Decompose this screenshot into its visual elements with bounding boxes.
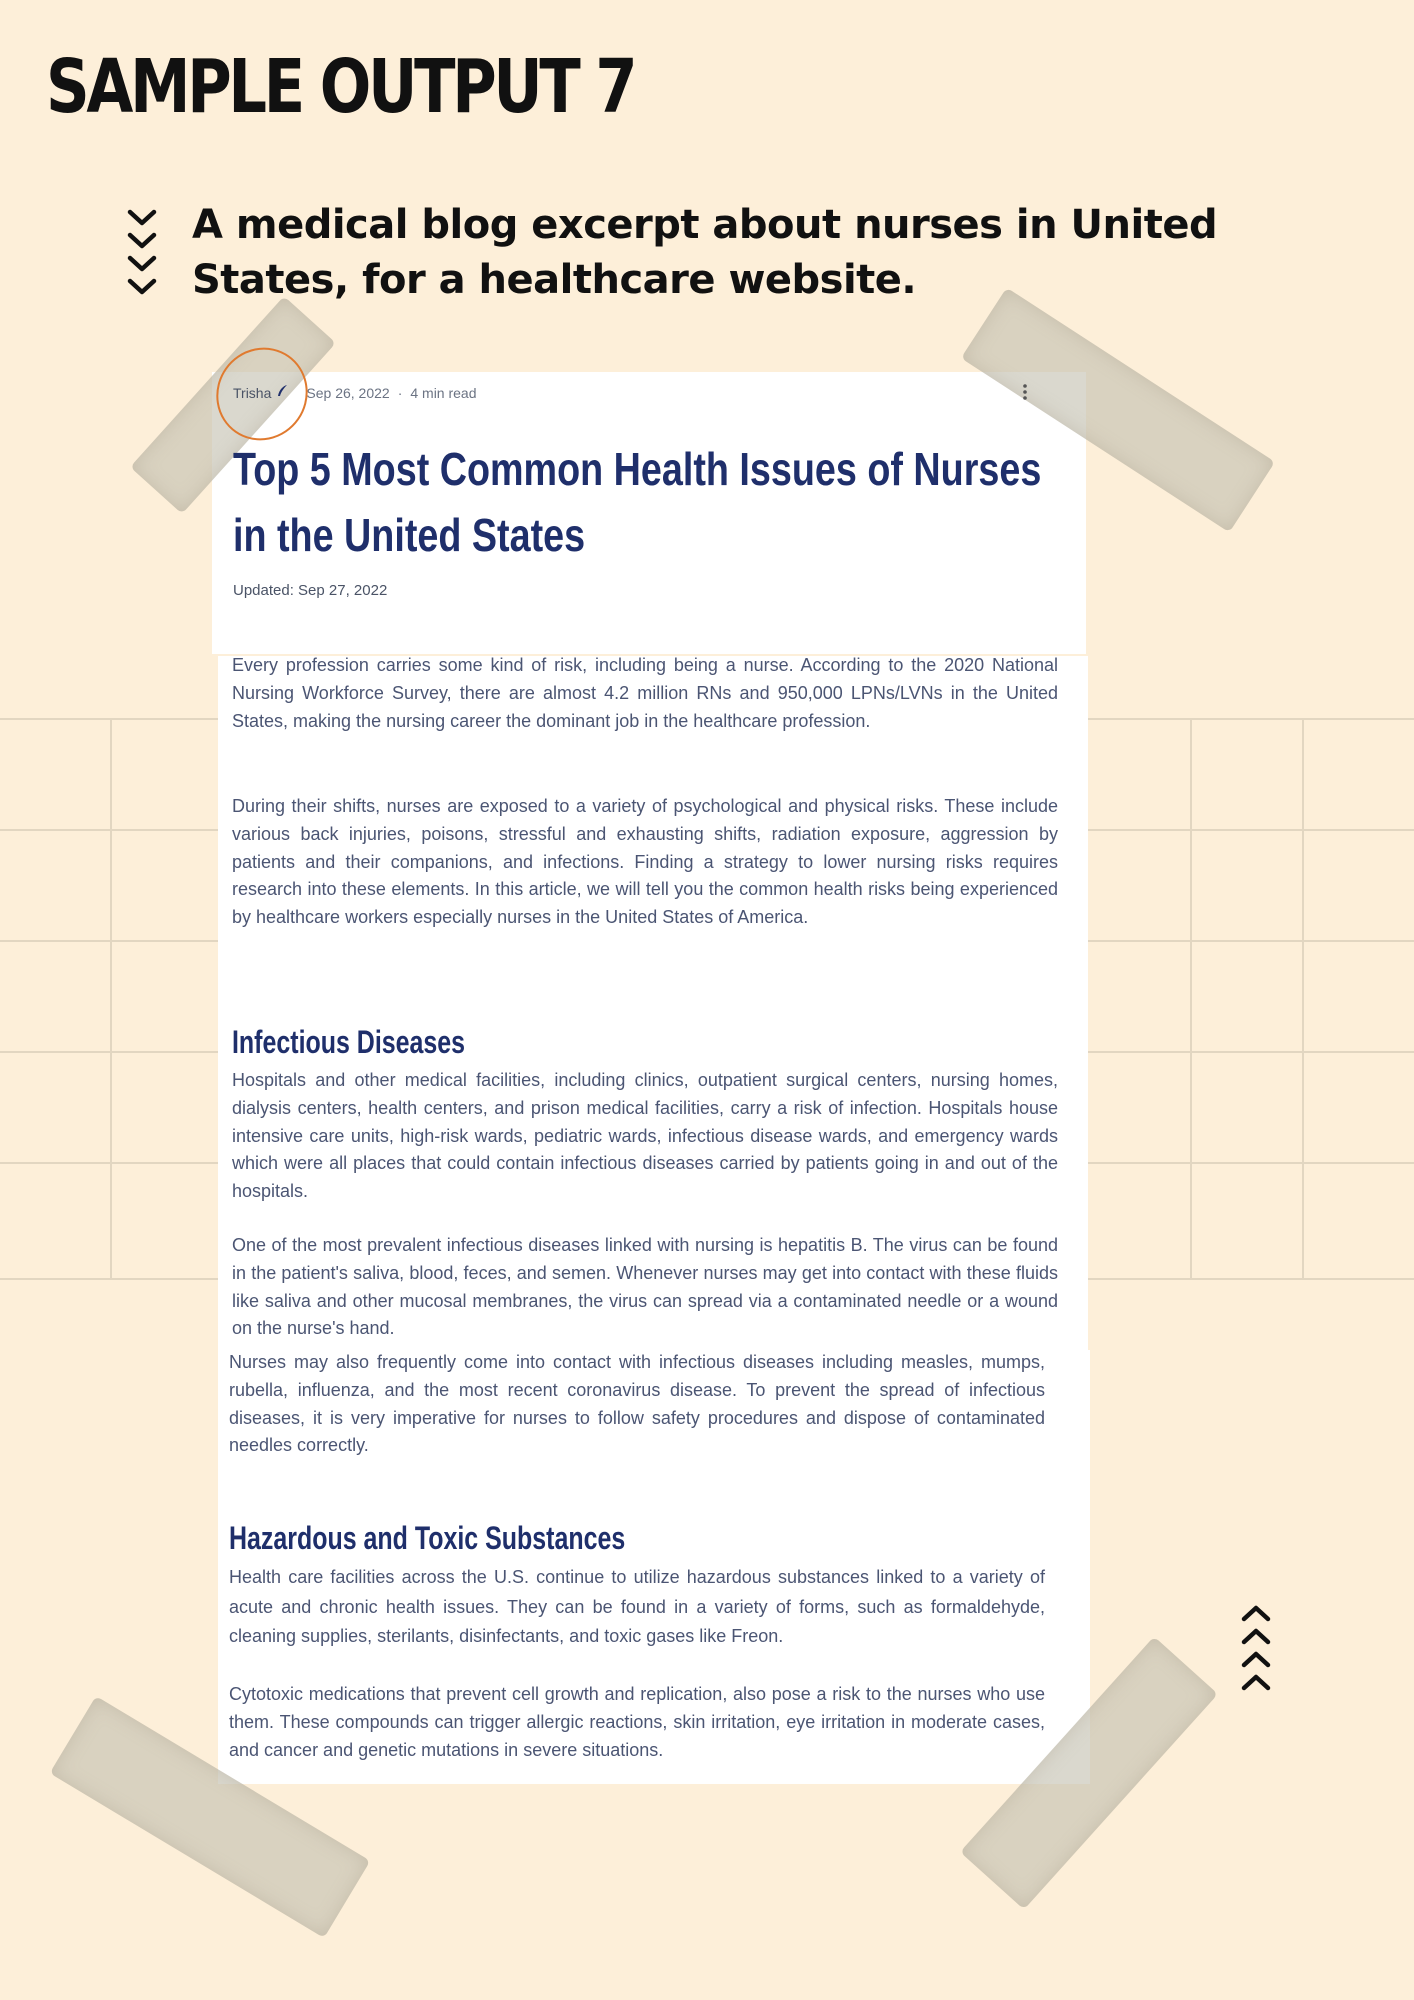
paragraph-intro: Every profession carries some kind of risk, including being a nurse. According to the 2020 National Nursing Workforce Survey, there are almost 4.2 million RNs and 950,000 LPNs/LVNs in the United States, making the nursing career the dominant job in the healthcare profession.: [232, 655, 1058, 731]
paragraph-infectious-2: One of the most prevalent infectious diseases linked with nursing is hepatitis B. The virus can be found in the patient's saliva, blood, feces, and semen. Whenever nurses may get into contact with these fluids like saliva and other mucosal membranes, the virus can spread via a contaminated needle or a wound on the nurse's hand.: [232, 1235, 1058, 1339]
post-date: Sep 26, 2022: [306, 384, 390, 401]
author-name[interactable]: Trisha: [233, 384, 272, 401]
meta-separator: ·: [397, 384, 403, 401]
section-heading-infectious: Infectious Diseases: [232, 1024, 466, 1060]
paragraph-hazardous-1: Health care facilities across the U.S. continue to utilize hazardous substances linked to a variety of acute and chronic health issues. They can be found in a variety of forms, such as formaldehyde, cleaning supplies, sterilants, disinfectants, and toxic gases like Freon.: [229, 1567, 1045, 1646]
paragraph-infectious-3: Nurses may also frequently come into contact with infectious diseases including measles, mumps, rubella, influenza, and the most recent coronavirus disease. To prevent the spread of infectious diseases, it is very imperative for nurses to follow safety procedures and dispose of contaminated needles correctly.: [229, 1352, 1045, 1456]
page-heading: SAMPLE OUTPUT 7: [46, 44, 635, 130]
post-title: Top 5 Most Common Health Issues of Nurses in the United States: [233, 443, 1042, 561]
more-vertical-icon[interactable]: [1022, 383, 1028, 405]
post-updated: Updated: Sep 27, 2022: [233, 582, 388, 599]
chevrons-up-icon: [1240, 1604, 1272, 1704]
highlight-circle-icon: [214, 346, 310, 442]
paragraph-hazardous-2: Cytotoxic medications that prevent cell growth and replication, also pose a risk to the nurses who use them. These compounds can trigger allergic reactions, skin irritation, eye irritation in moderate cases, and cancer and genetic mutations in severe situations.: [229, 1684, 1045, 1760]
read-time: 4 min read: [410, 384, 477, 401]
paragraph-risks: During their shifts, nurses are exposed to a variety of psychological and physical risks. These include various back injuries, poisons, stressful and exhausting shifts, radiation exposure, aggression by patients and their companions, and infections. Finding a strategy to lower nursing risks requires research into these elements. In this article, we will tell you the common health risks being experienced by healthcare workers especially nurses in the United States of America.: [232, 796, 1058, 928]
paragraph-infectious-1: Hospitals and other medical facilities, including clinics, outpatient surgical centers, nursing homes, dialysis centers, health centers, and prison medical facilities, carry a risk of infection. Hospitals house intensive care units, high-risk wards, pediatric wards, infectious disease wards, and emergency wards which were all places that could contain infectious diseases carried by patients going in and out of the hospitals.: [232, 1070, 1058, 1202]
page-subtitle: A medical blog excerpt about nurses in United States, for a healthcare website.: [192, 202, 1218, 303]
chevrons-down-icon: [126, 208, 158, 308]
section-heading-hazardous: Hazardous and Toxic Substances: [229, 1520, 626, 1556]
